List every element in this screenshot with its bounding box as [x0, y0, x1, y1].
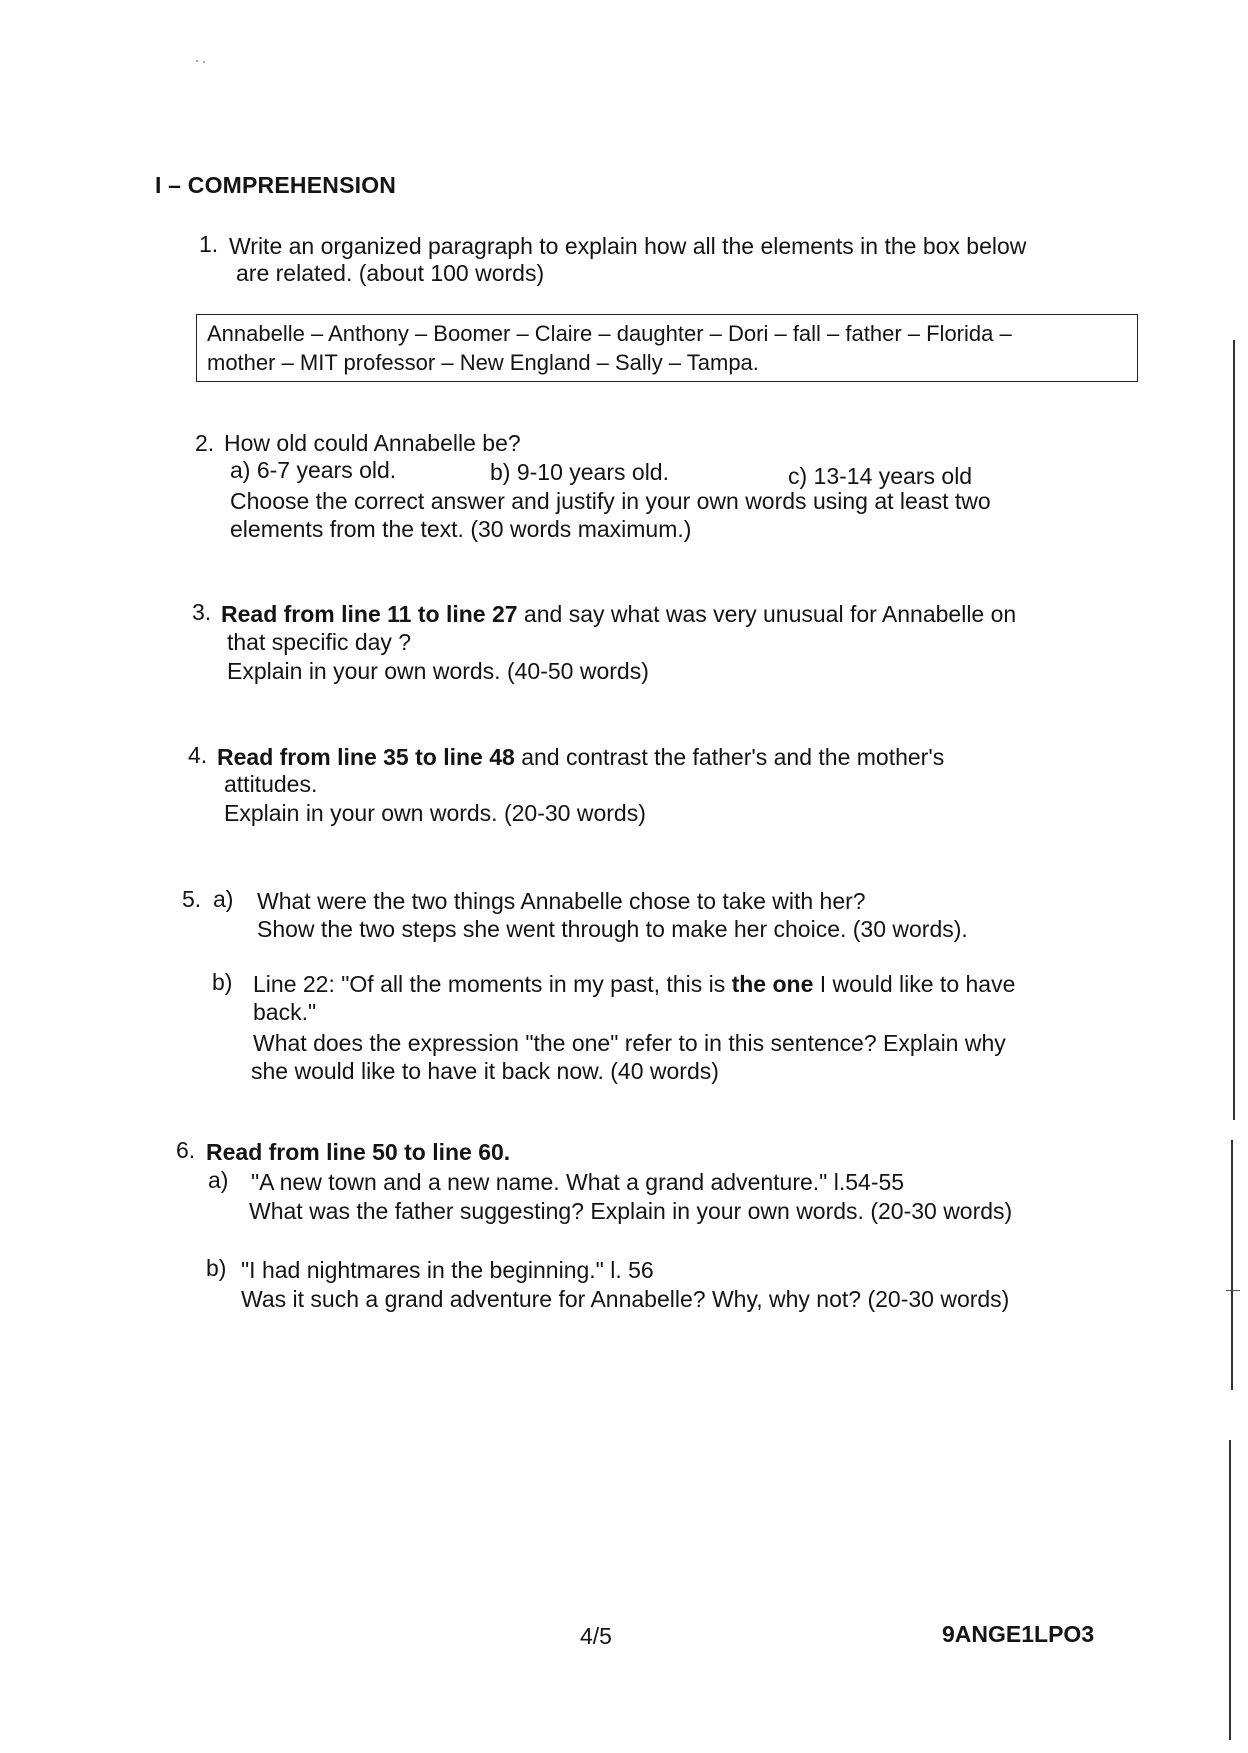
question-text: "A new town and a new name. What a grand adventure." l.54-55 — [251, 1169, 905, 1195]
scan-edge-line — [1229, 1440, 1231, 1740]
question-text: What was the father suggesting? Explain in your own words. (20-30 words) — [249, 1198, 1013, 1224]
scan-speck — [196, 60, 198, 62]
question-text: Write an organized paragraph to explain how all the elements in the box below — [229, 233, 1027, 259]
question-text: Choose the correct answer and justify in your own words using at least two — [230, 488, 991, 514]
word-box-line: mother – MIT professor – New England – Sally – Tampa. — [207, 350, 759, 375]
question-text: back." — [253, 999, 317, 1025]
quote-text: Line 22: "Of all the moments in my past, this is — [253, 971, 732, 997]
question-text — [221, 600, 1016, 628]
sub-question-label: a) — [208, 1167, 229, 1193]
answer-option-c: c) 13-14 years old — [788, 463, 973, 489]
line-reference: Read from line 50 to line 60. — [206, 1139, 511, 1165]
line-reference: Read from line 35 to line 48 — [217, 744, 515, 770]
scan-edge-line — [1231, 1140, 1233, 1390]
question-text: that specific day ? — [227, 629, 412, 655]
question-text-rest: and contrast the father's and the mother's — [514, 744, 945, 770]
quote-text: I would like to have — [813, 971, 1016, 997]
question-text: Explain in your own words. (40-50 words) — [227, 658, 649, 684]
question-text: "I had nightmares in the beginning." l. 56 — [241, 1257, 654, 1283]
question-text: What does the expression "the one" refer to in this sentence? Explain why — [253, 1030, 1006, 1056]
line-reference: Read from line 11 to line 27 — [221, 601, 518, 627]
page-number: 4/5 — [580, 1623, 612, 1649]
question-number: 4. — [188, 742, 208, 768]
question-text: Show the two steps she went through to make her choice. (30 words). — [257, 916, 968, 942]
question-text: What were the two things Annabelle chose to take with her? — [257, 888, 866, 914]
question-text — [217, 743, 944, 771]
sub-question-label: b) — [212, 969, 233, 995]
scan-speck — [203, 61, 205, 63]
question-text: Was it such a grand adventure for Annabelle? Why, why not? (20-30 words) — [241, 1286, 1010, 1312]
answer-option-a: a) 6-7 years old. — [230, 457, 397, 483]
question-number: 3. — [192, 599, 212, 625]
emphasis-text: the one — [731, 971, 814, 997]
scan-edge-tick — [1226, 1290, 1240, 1291]
question-text: attitudes. — [224, 771, 318, 797]
scan-edge-line — [1233, 340, 1235, 1120]
question-text: are related. (about 100 words) — [236, 260, 545, 286]
question-text — [253, 970, 1015, 998]
answer-option-b: b) 9-10 years old. — [490, 459, 669, 485]
word-box-line: Annabelle – Anthony – Boomer – Claire – daughter – Dori – fall – father – Florida – — [207, 321, 1012, 346]
question-text-rest: and say what was very unusual for Annabelle on — [517, 601, 1017, 627]
word-box — [196, 314, 1138, 382]
document-code: 9ANGE1LPO3 — [942, 1621, 1095, 1647]
question-number: 6. — [176, 1137, 196, 1163]
section-title: I – COMPREHENSION — [155, 172, 397, 198]
sub-question-label: b) — [206, 1255, 227, 1281]
question-number: 1. — [199, 231, 219, 257]
question-text: How old could Annabelle be? — [224, 430, 521, 456]
question-text: Explain in your own words. (20-30 words) — [224, 800, 646, 826]
question-text: she would like to have it back now. (40 words) — [251, 1058, 719, 1084]
sub-question-label: a) — [213, 886, 234, 912]
question-text: elements from the text. (30 words maximum.) — [230, 516, 692, 542]
question-number: 5. — [182, 886, 202, 912]
question-number: 2. — [195, 430, 215, 456]
